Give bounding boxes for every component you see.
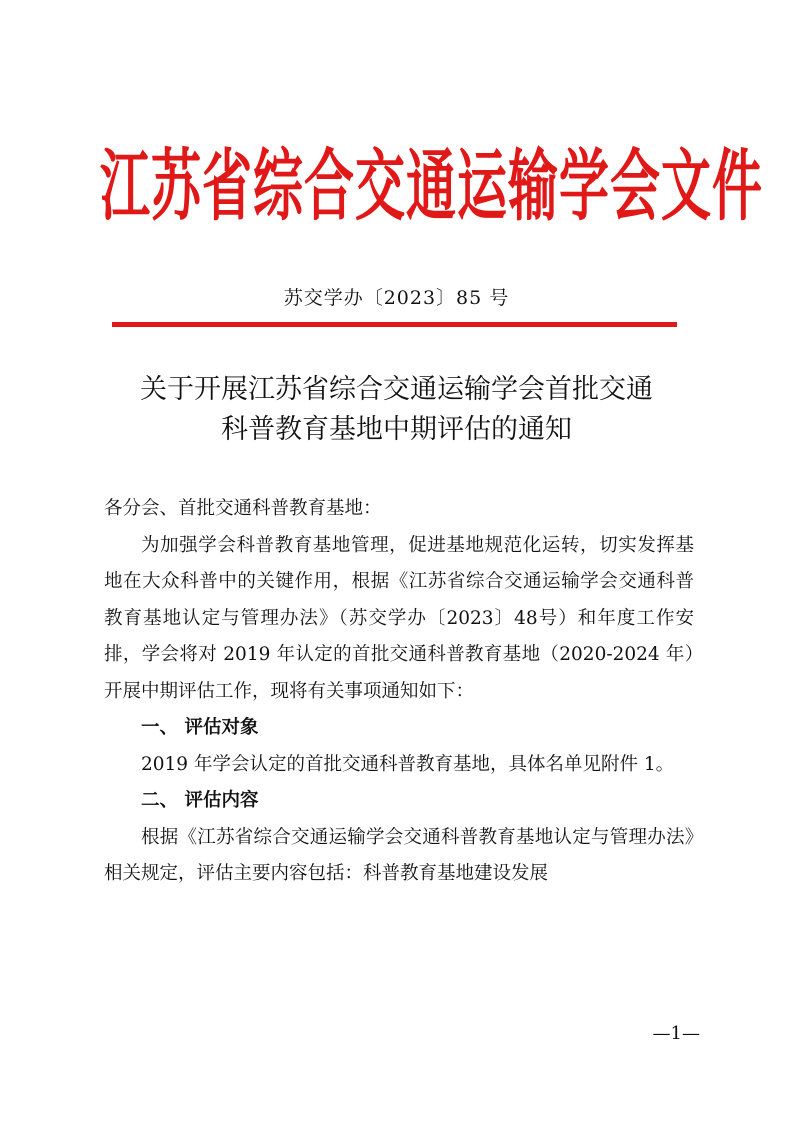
salutation: 各分会、首批交通科普教育基地： bbox=[104, 498, 382, 519]
title-line-1: 关于开展江苏省综合交通运输学会首批交通 bbox=[140, 374, 653, 405]
page-number: —1— bbox=[652, 1023, 700, 1044]
document-body bbox=[104, 491, 694, 893]
section-1-paragraph: 2019 年学会认定的首批交通科普教育基地，具体名单见附件 1。 bbox=[141, 753, 675, 775]
section-1-heading: 一、 评估对象 bbox=[141, 717, 259, 738]
intro-paragraph: 为加强学会科普教育基地管理，促进基地规范化运转，切实发挥基地在大众科普中的关键作用，根据《江苏省综合交通运输学会交通科普教育基地认定与管理办法》（苏交学办〔2023〕48号）和年度工作安排，学会将对 2019 年认定的首批交通科普教育基地（2020-2024 年）开展中期评估工作，现将有关事项通知如下： bbox=[104, 534, 694, 702]
red-divider-line bbox=[112, 322, 677, 327]
section-2-paragraph: 根据《江苏省综合交通运输学会交通科普教育基地认定与管理办法》相关规定，评估主要内容包括：科普教育基地建设发展 bbox=[104, 826, 694, 884]
document-title bbox=[100, 370, 693, 450]
section-2-heading: 二、 评估内容 bbox=[141, 790, 259, 811]
masthead-title: 江苏省综合交通运输学会文件 bbox=[100, 141, 763, 231]
title-line-2: 科普教育基地中期评估的通知 bbox=[221, 414, 572, 445]
document-number: 苏交学办〔2023〕85 号 bbox=[283, 287, 510, 309]
